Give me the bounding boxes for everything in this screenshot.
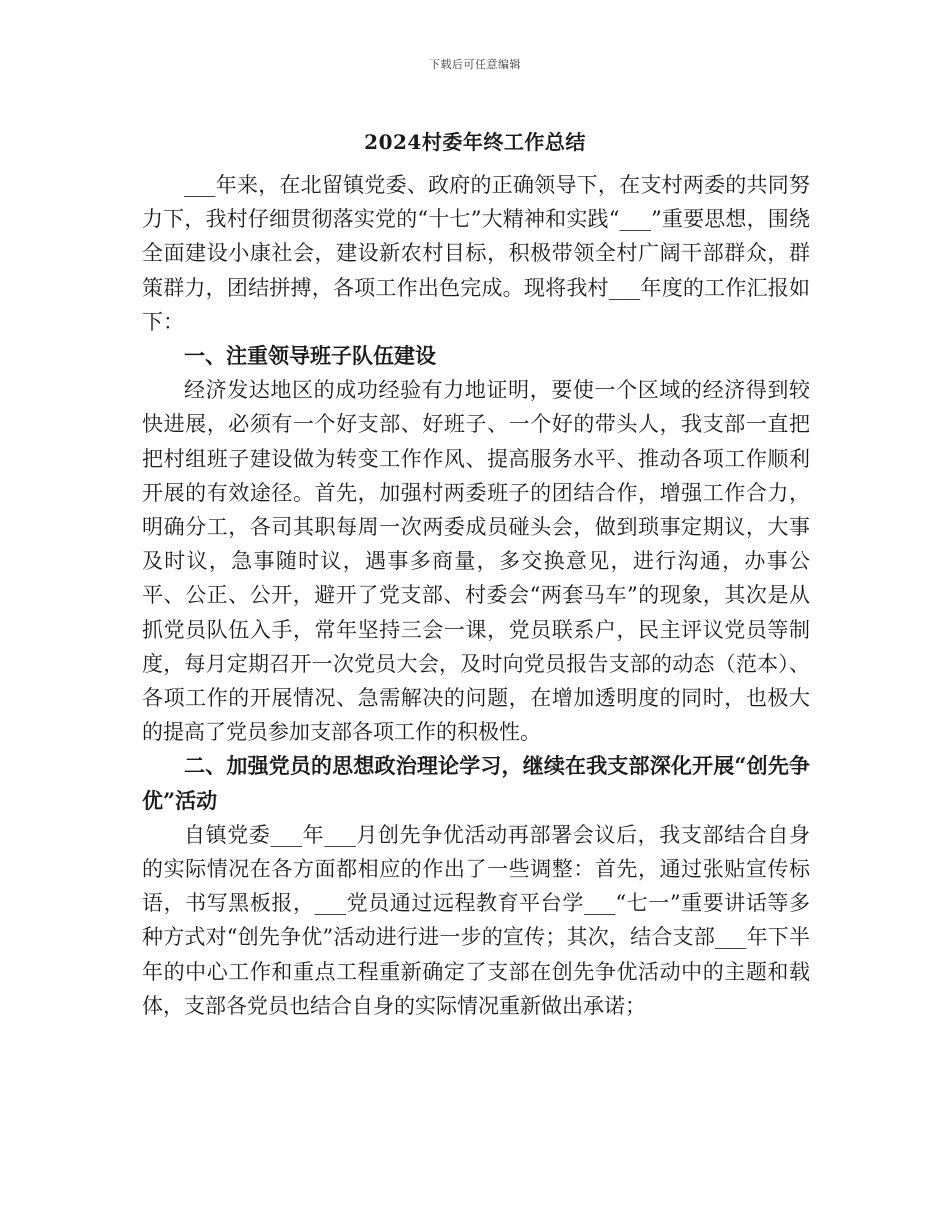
document-title: 2024村委年终工作总结 [364,130,586,154]
section-1-paragraph: 经济发达地区的成功经验有力地证明，要使一个区域的经济得到较快进展，必须有一个好支部、好班子、一个好的带头人，我支部一直把把村组班子建设做为转变工作作风、提高服务水平、推动各项工作顺利开展的有效途径。首先，加强村两委班子的团结合作，增强工作合力，明确分工，各司其职每周一次两委成员碰头会，做到琐事定期议，大事及时议，急事随时议，遇事多商量，多交换意见，进行沟通，办事公平、公正、公开，避开了党支部、村委会“两套马车”的现象，其次是从抓党员队伍入手，常年坚持三会一课，党员联系户，民主评议党员等制度，每月定期召开一次党员大会，及时向党员报告支部的动态（范本）、各项工作的开展情况、急需解决的问题，在增加透明度的同时，也极大的提高了党员参加支部各项工作的积极性。 [142,378,810,745]
intro-paragraph: ___年来，在北留镇党委、政府的正确领导下，在支村两委的共同努力下，我村仔细贯彻落实党的“十七”大精神和实践“___”重要思想，围绕全面建设小康社会，建设新农村目标，积极带领全村广阔干部群众，群策群力，团结拼搏，各项工作出色完成。现将我村___年度的工作汇报如下： [142,173,810,334]
document-body [142,168,810,1023]
section-heading-1: 一、注重领导班子队伍建设 [184,343,436,369]
section-2-paragraph: 自镇党委___年___月创先争优活动再部署会议后，我支部结合自身的实际情况在各方面都相应的作出了一些调整：首先，通过张贴宣传标语，书写黑板报，___党员通过远程教育平台学___“七一”重要讲话等多种方式对“创先争优”活动进行进一步的宣传；其次，结合支部___年下半年的中心工作和重点工程重新确定了支部在创先争优活动中的主题和载体，支部各党员也结合自身的实际情况重新做出承诺； [142,822,810,1018]
header-note: 下载后可任意编辑 [429,58,521,71]
section-heading-2: 二、加强党员的思想政治理论学习，继续在我支部深化开展“创先争优”活动 [142,753,810,813]
